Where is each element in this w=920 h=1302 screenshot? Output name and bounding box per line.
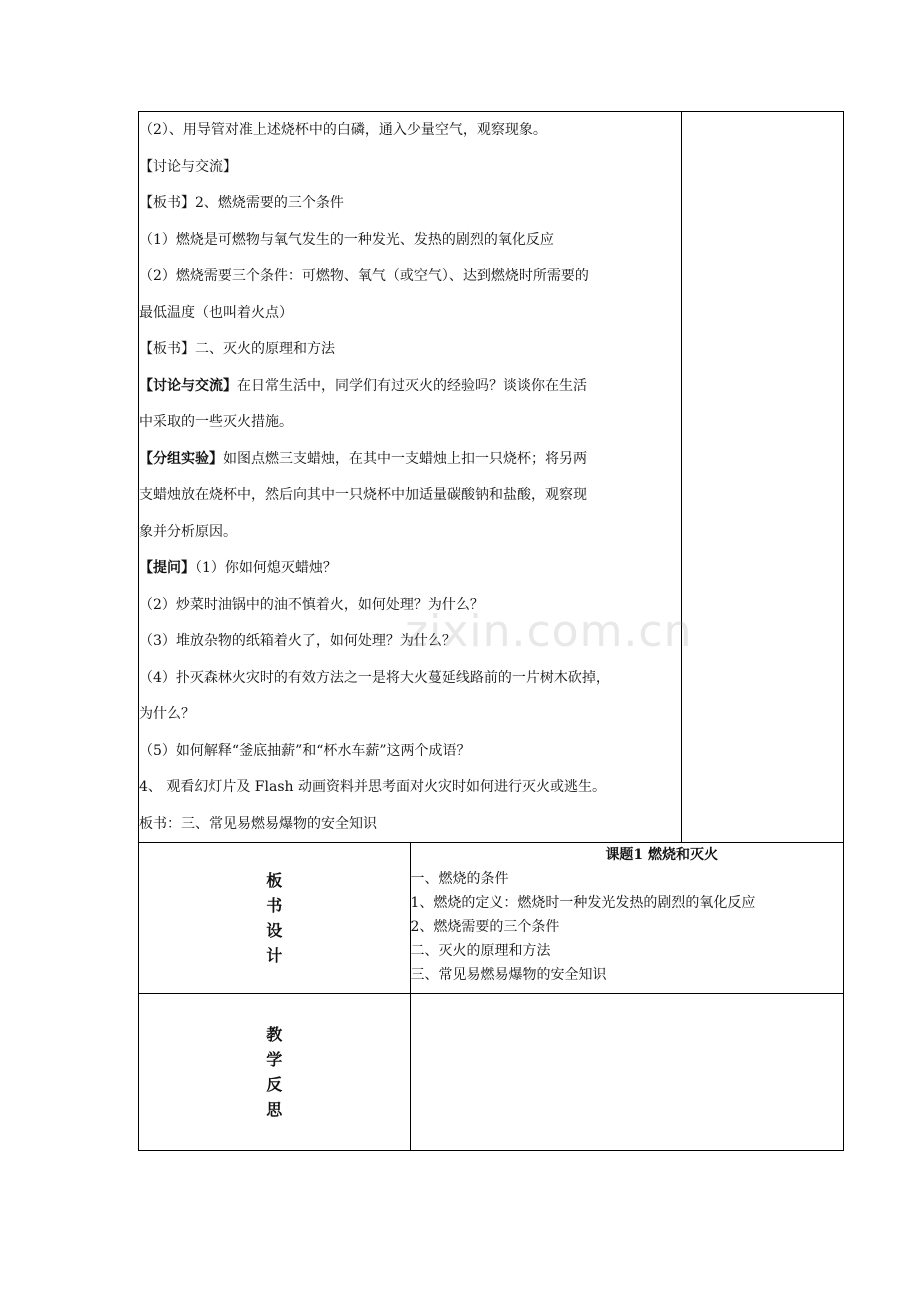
line-text: 如图点燃三支蜡烛，在其中一支蜡烛上扣一只烧杯；将另两 [223, 450, 587, 467]
procedure-line [139, 477, 681, 514]
reflection-content [410, 994, 844, 1151]
reflection-row [139, 994, 844, 1151]
procedure-line [139, 806, 681, 843]
procedure-line [139, 331, 681, 368]
board-line: 一、燃烧的条件 [410, 871, 509, 887]
line-text: （1）你如何熄灭蜡烛？ [195, 560, 337, 576]
procedure-line [139, 149, 681, 186]
watermark: zixin.com.cn [405, 606, 693, 657]
line-text: （5）如何解释“釜底抽薪”和“杯水车薪”这两个成语？ [139, 742, 471, 759]
lesson-plan-table [138, 111, 844, 1151]
procedure-line [139, 404, 681, 441]
procedure-line [139, 185, 681, 222]
board-line: 2、燃烧需要的三个条件 [410, 919, 560, 935]
procedure-cell [139, 112, 682, 843]
notes-column [682, 112, 844, 843]
procedure-line [139, 660, 681, 697]
procedure-line [139, 258, 681, 295]
line-text: （3）堆放杂物的纸箱着火了，如何处理？为什么？ [139, 633, 456, 649]
line-text: （4）扑灭森林火灾时的有效方法之一是将大火蔓延线路前的一片树木砍掉， [139, 669, 610, 686]
procedure-line [139, 514, 681, 551]
board-line: 1、燃烧的定义：燃烧时一种发光发热的剧烈的氧化反应 [410, 895, 756, 911]
line-text: （2）炒菜时油锅中的油不慎着火，如何处理？为什么？ [139, 596, 484, 613]
procedure-line [139, 769, 681, 806]
bold-heading: 【提问】 [139, 560, 195, 576]
line-text: 【讨论与交流】 [139, 158, 237, 175]
board-design-row [139, 843, 844, 994]
board-line: 三、常见易燃易爆物的安全知识 [410, 967, 607, 983]
bold-heading: 【分组实验】 [139, 450, 223, 467]
line-text: （2）燃烧需要三个条件：可燃物、氧气（或空气）、达到燃烧时所需要的 [139, 268, 589, 284]
procedure-line [139, 623, 681, 660]
bold-heading: 【讨论与交流】 [139, 377, 237, 394]
procedure-line [139, 222, 681, 259]
procedure-text [139, 112, 681, 842]
line-text: 为什么？ [139, 706, 195, 722]
reflection-label-cell [139, 994, 411, 1151]
reflection-label: 教 学 反 思 [266, 1025, 283, 1119]
procedure-line [139, 550, 681, 587]
line-text: （2）、用导管对准上述烧杯中的白磷，通入少量空气，观察现象。 [139, 122, 547, 138]
board-design-content [410, 843, 844, 994]
line-text: 【板书】2、燃烧需要的三个条件 [139, 195, 344, 211]
board-title: 课题1 燃烧和灭火 [605, 847, 719, 863]
board-line: 二、灭火的原理和方法 [410, 943, 551, 959]
line-text: 中采取的一些灭火措施。 [139, 414, 293, 430]
line-text: 支蜡烛放在烧杯中，然后向其中一只烧杯中加适量碳酸钠和盐酸，观察现 [139, 487, 587, 503]
procedure-line [139, 295, 681, 332]
line-text: 4、 观看幻灯片及 Flash 动画资料并思考面对火灾时如何进行灭火或逃生。 [139, 779, 606, 795]
line-text: 最低温度（也叫着火点） [139, 304, 293, 321]
board-design-label: 板 书 设 计 [266, 871, 283, 965]
procedure-line [139, 368, 681, 405]
procedure-line [139, 441, 681, 478]
line-text: 象并分析原因。 [139, 523, 237, 540]
procedure-line [139, 696, 681, 733]
procedure-line [139, 587, 681, 624]
line-text: （1）燃烧是可燃物与氧气发生的一种发光、发热的剧烈的氧化反应 [139, 231, 554, 248]
procedure-line [139, 112, 681, 149]
line-text: 板书：三、常见易燃易爆物的安全知识 [139, 815, 377, 832]
procedure-line [139, 733, 681, 770]
line-text: 【板书】二、灭火的原理和方法 [139, 341, 335, 357]
procedure-row [139, 112, 844, 843]
board-design-label-cell [139, 843, 411, 994]
line-text: 在日常生活中，同学们有过灭火的经验吗？谈谈你在生活 [237, 377, 587, 394]
